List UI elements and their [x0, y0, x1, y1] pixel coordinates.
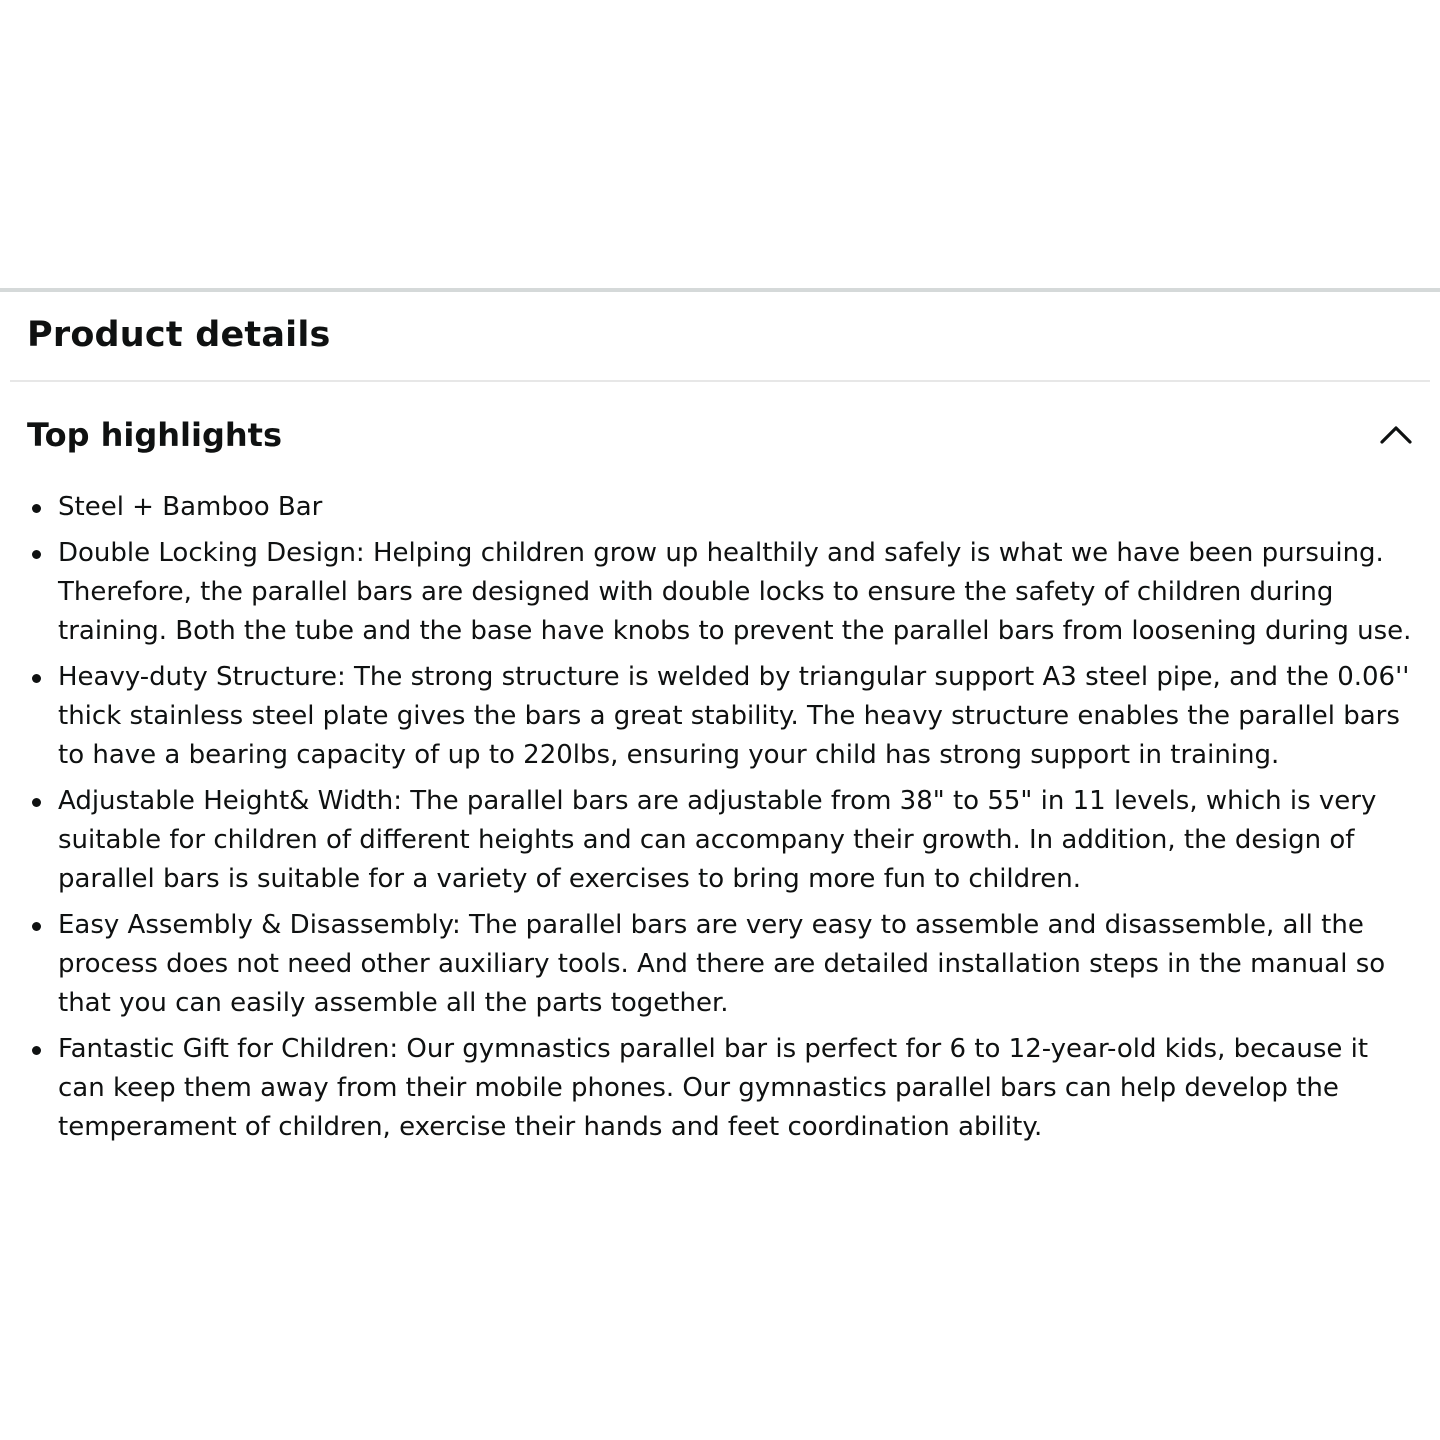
chevron-up-icon[interactable] — [1378, 420, 1414, 448]
top-highlights-header[interactable] — [0, 382, 1440, 474]
list-item — [0, 782, 1416, 899]
list-item — [0, 906, 1416, 1023]
list-item — [0, 488, 1416, 527]
bullet-icon — [32, 674, 41, 683]
top-highlights-title: Top highlights — [27, 416, 283, 454]
highlight-text: Easy Assembly & Disassembly: The parallel bars are very easy to assemble and disassemble, all the process does not need other auxiliary tools. And there are detailed installation steps in the manual so that you can easily assemble all the parts together. — [58, 910, 1386, 1018]
bullet-icon — [32, 504, 41, 513]
bullet-icon — [32, 550, 41, 559]
product-details-title: Product details — [27, 315, 331, 355]
bullet-icon — [32, 798, 41, 807]
bullet-icon — [32, 922, 41, 931]
list-item — [0, 1030, 1416, 1147]
highlight-text: Double Locking Design: Helping children grow up healthily and safely is what we have been pursuing. Therefore, the parallel bars are designed with double locks to ensure the safety of children during training. Both the tube and the base have knobs to prevent the parallel bars from loosening during use. — [58, 538, 1412, 646]
highlight-text: Heavy-duty Structure: The strong structure is welded by triangular support A3 steel pipe, and the 0.06'' thick stainless steel plate gives the bars a great stability. The heavy structure enables the parallel bars to have a bearing capacity of up to 220lbs, ensuring your child has strong support in training. — [58, 662, 1410, 770]
top-blank-area — [0, 0, 1440, 288]
highlight-text: Adjustable Height& Width: The parallel bars are adjustable from 38" to 55" in 11 levels, which is very suitable for children of different heights and can accompany their growth. In addition, the design of parallel bars is suitable for a variety of exercises to bring more fun to children. — [58, 786, 1377, 894]
list-item — [0, 534, 1416, 651]
product-details-header — [0, 292, 1440, 358]
bullet-icon — [32, 1046, 41, 1055]
highlight-text: Fantastic Gift for Children: Our gymnastics parallel bar is perfect for 6 to 12-year-old kids, because it can keep them away from their mobile phones. Our gymnastics parallel bars can help develop the temperament of children, exercise their hands and feet coordination ability. — [58, 1034, 1369, 1142]
highlights-list — [0, 488, 1440, 1147]
highlight-text: Steel + Bamboo Bar — [58, 492, 323, 522]
product-details-section — [0, 292, 1440, 1147]
list-item — [0, 658, 1416, 775]
